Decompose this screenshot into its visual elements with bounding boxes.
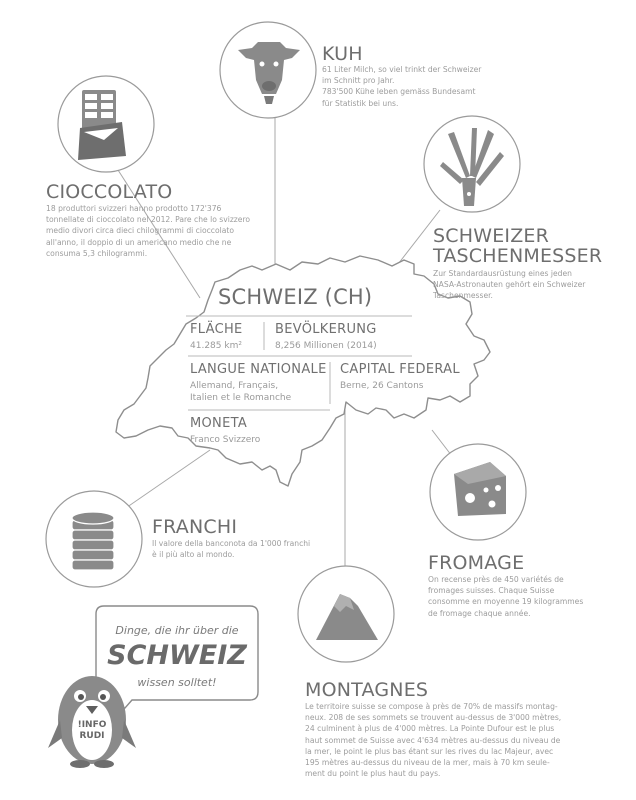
langue-label: LANGUE NATIONALE — [190, 362, 327, 377]
banner-line-1: Dinge, die ihr über die — [115, 624, 239, 637]
flaeche-label: FLÄCHE — [190, 322, 243, 337]
langue-value-2: Italien et le Romanche — [190, 393, 292, 403]
capital-label: CAPITAL FEDERAL — [340, 362, 460, 377]
taschenmesser-title-1: SCHWEIZER — [433, 225, 550, 247]
fromage-text: On recense près de 450 variétés de fromages suisses. Chaque Suisse consomme en moyenne 19 kilogrammes de fromage chaque année. — [428, 575, 584, 618]
cioccolato-text: 18 produttori svizzeri hanno prodotto 172'376 tonnellate di cioccolato nel 2012. Pare che lo svizzero medio divori circa dieci chilogrammi di cioccolato all'anno, il doppio di un americano medio che ne consuma 5,3 chilogrammi. — [46, 204, 251, 258]
montagnes-text: Le territoire suisse se compose à près de 70% de massifs montag- neux. 208 de ses sommets se trouvent au-dessus de 3'000 mètres, 24 culminent à plus de 4'000 mètres. La Pointe Dufour est le plus haut sommet de Suisse avec 4'634 mètres au-dessus du niveau de la mer, le point le plus bas étant sur les rives du lac Majeur, avec 195 mètres au-dessus du niveau de la mer, mais à 70 km seule- ment du point le plus haut du pays. — [305, 702, 562, 779]
fromage-title: FROMAGE — [428, 552, 525, 574]
franchi-title: FRANCHI — [152, 516, 238, 538]
capital-value: Berne, 26 Cantons — [340, 381, 424, 391]
connector-franchi — [120, 450, 210, 512]
langue-value-1: Allemand, Français, — [190, 381, 279, 391]
taschenmesser-title-2: TASCHENMESSER — [433, 245, 603, 267]
montagnes-title: MONTAGNES — [305, 679, 429, 701]
bevoelkerung-value: 8,256 Millionen (2014) — [275, 341, 377, 351]
flaeche-value: 41.285 km² — [190, 341, 242, 351]
cioccolato-title: CIOCCOLATO — [46, 181, 173, 203]
kuh-title: KUH — [322, 43, 363, 65]
banner-line-2: SCHWEIZ — [107, 640, 247, 671]
coins-icon — [72, 512, 114, 570]
moneta-label: MONETA — [190, 416, 248, 431]
banner-line-3: wissen solltet! — [137, 676, 217, 689]
franchi-text: Il valore della banconota da 1'000 franchi è il più alto al mondo. — [152, 539, 311, 560]
moneta-value: Franco Svizzero — [190, 435, 261, 445]
taschenmesser-text: Zur Standardausrüstung eines jeden NASA-Astronauten gehört ein Schweizer Taschenmesser. — [433, 269, 586, 301]
map-title: SCHWEIZ (CH) — [218, 285, 373, 309]
kuh-text: 61 Liter Milch, so viel trinkt der Schweizer im Schnitt pro Jahr. 783'500 Kühe leben gemäss Bundesamt für Statistik bei uns. — [322, 65, 482, 108]
mascot-label: !INFO RUDI — [77, 720, 107, 741]
bevoelkerung-label: BEVÖLKERUNG — [275, 322, 377, 337]
